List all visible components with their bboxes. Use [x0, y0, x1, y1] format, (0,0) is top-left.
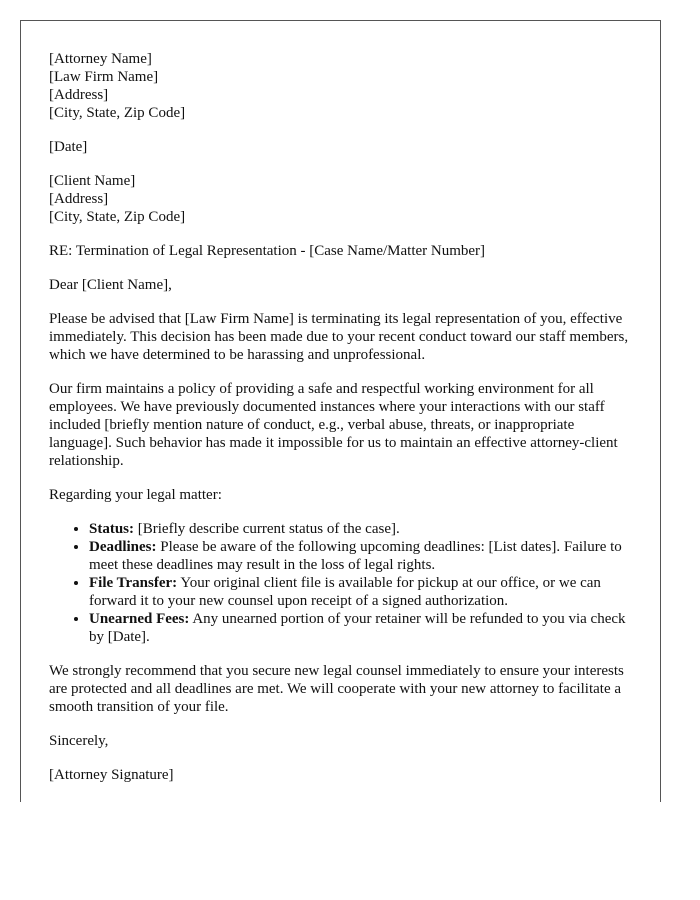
recipient-city-state-zip: [City, State, Zip Code] — [49, 209, 186, 225]
list-item-text: Please be aware of the following upcoming deadlines: [List dates]. Failure to meet these deadlines may result in the loss of legal rights. — [89, 539, 622, 573]
signature: [Attorney Signature] — [49, 767, 174, 783]
salutation: Dear [Client Name], — [49, 277, 172, 293]
sender-city-state-zip: [City, State, Zip Code] — [49, 105, 186, 121]
list-item-text: [Briefly describe current status of the case]. — [134, 521, 400, 537]
list-item-label: Deadlines: — [89, 539, 157, 555]
list-item-status — [89, 520, 632, 538]
sender-address: [Address] — [49, 87, 109, 103]
letter-date: [Date] — [49, 139, 88, 155]
closing: Sincerely, — [49, 733, 109, 749]
list-item-file-transfer — [89, 574, 632, 610]
letter-page — [20, 20, 661, 802]
paragraph-policy: Our firm maintains a policy of providing a safe and respectful working environment for all employees. We have previously documented instances where your interactions with our staff included [briefly mention nature of conduct, e.g., verbal abuse, threats, or inappropriate language]. Such behavior has made it impossible for us to maintain an effective attorney-client relationship. — [49, 381, 618, 469]
recipient-block — [49, 172, 632, 226]
legal-matter-list — [49, 520, 632, 646]
sender-name: [Attorney Name] — [49, 51, 152, 67]
paragraph-recommendation: We strongly recommend that you secure new legal counsel immediately to ensure your interests are protected and all deadlines are met. We will cooperate with your new attorney to facilitate a smooth transition of your file. — [49, 663, 624, 715]
recipient-name: [Client Name] — [49, 173, 136, 189]
paragraph-legal-matter-intro: Regarding your legal matter: — [49, 487, 222, 503]
list-item-label: Status: — [89, 521, 135, 537]
paragraph-termination-notice: Please be advised that [Law Firm Name] is terminating its legal representation of you, effective immediately. This decision has been made due to your recent conduct toward our staff members, which we have determined to be harassing and unprofessional. — [49, 311, 629, 363]
sender-block — [49, 50, 632, 122]
list-item-deadlines — [89, 538, 632, 574]
list-item-label: File Transfer: — [89, 575, 178, 591]
list-item-text: Your original client file is available for pickup at our office, or we can forward it to your new counsel upon receipt of a signed authorization. — [89, 575, 601, 609]
sender-firm: [Law Firm Name] — [49, 69, 159, 85]
list-item-unearned-fees — [89, 610, 632, 646]
list-item-text: Any unearned portion of your retainer will be refunded to you via check by [Date]. — [89, 611, 626, 645]
list-item-label: Unearned Fees: — [89, 611, 190, 627]
subject-line: RE: Termination of Legal Representation - [Case Name/Matter Number] — [49, 243, 486, 259]
recipient-address: [Address] — [49, 191, 109, 207]
